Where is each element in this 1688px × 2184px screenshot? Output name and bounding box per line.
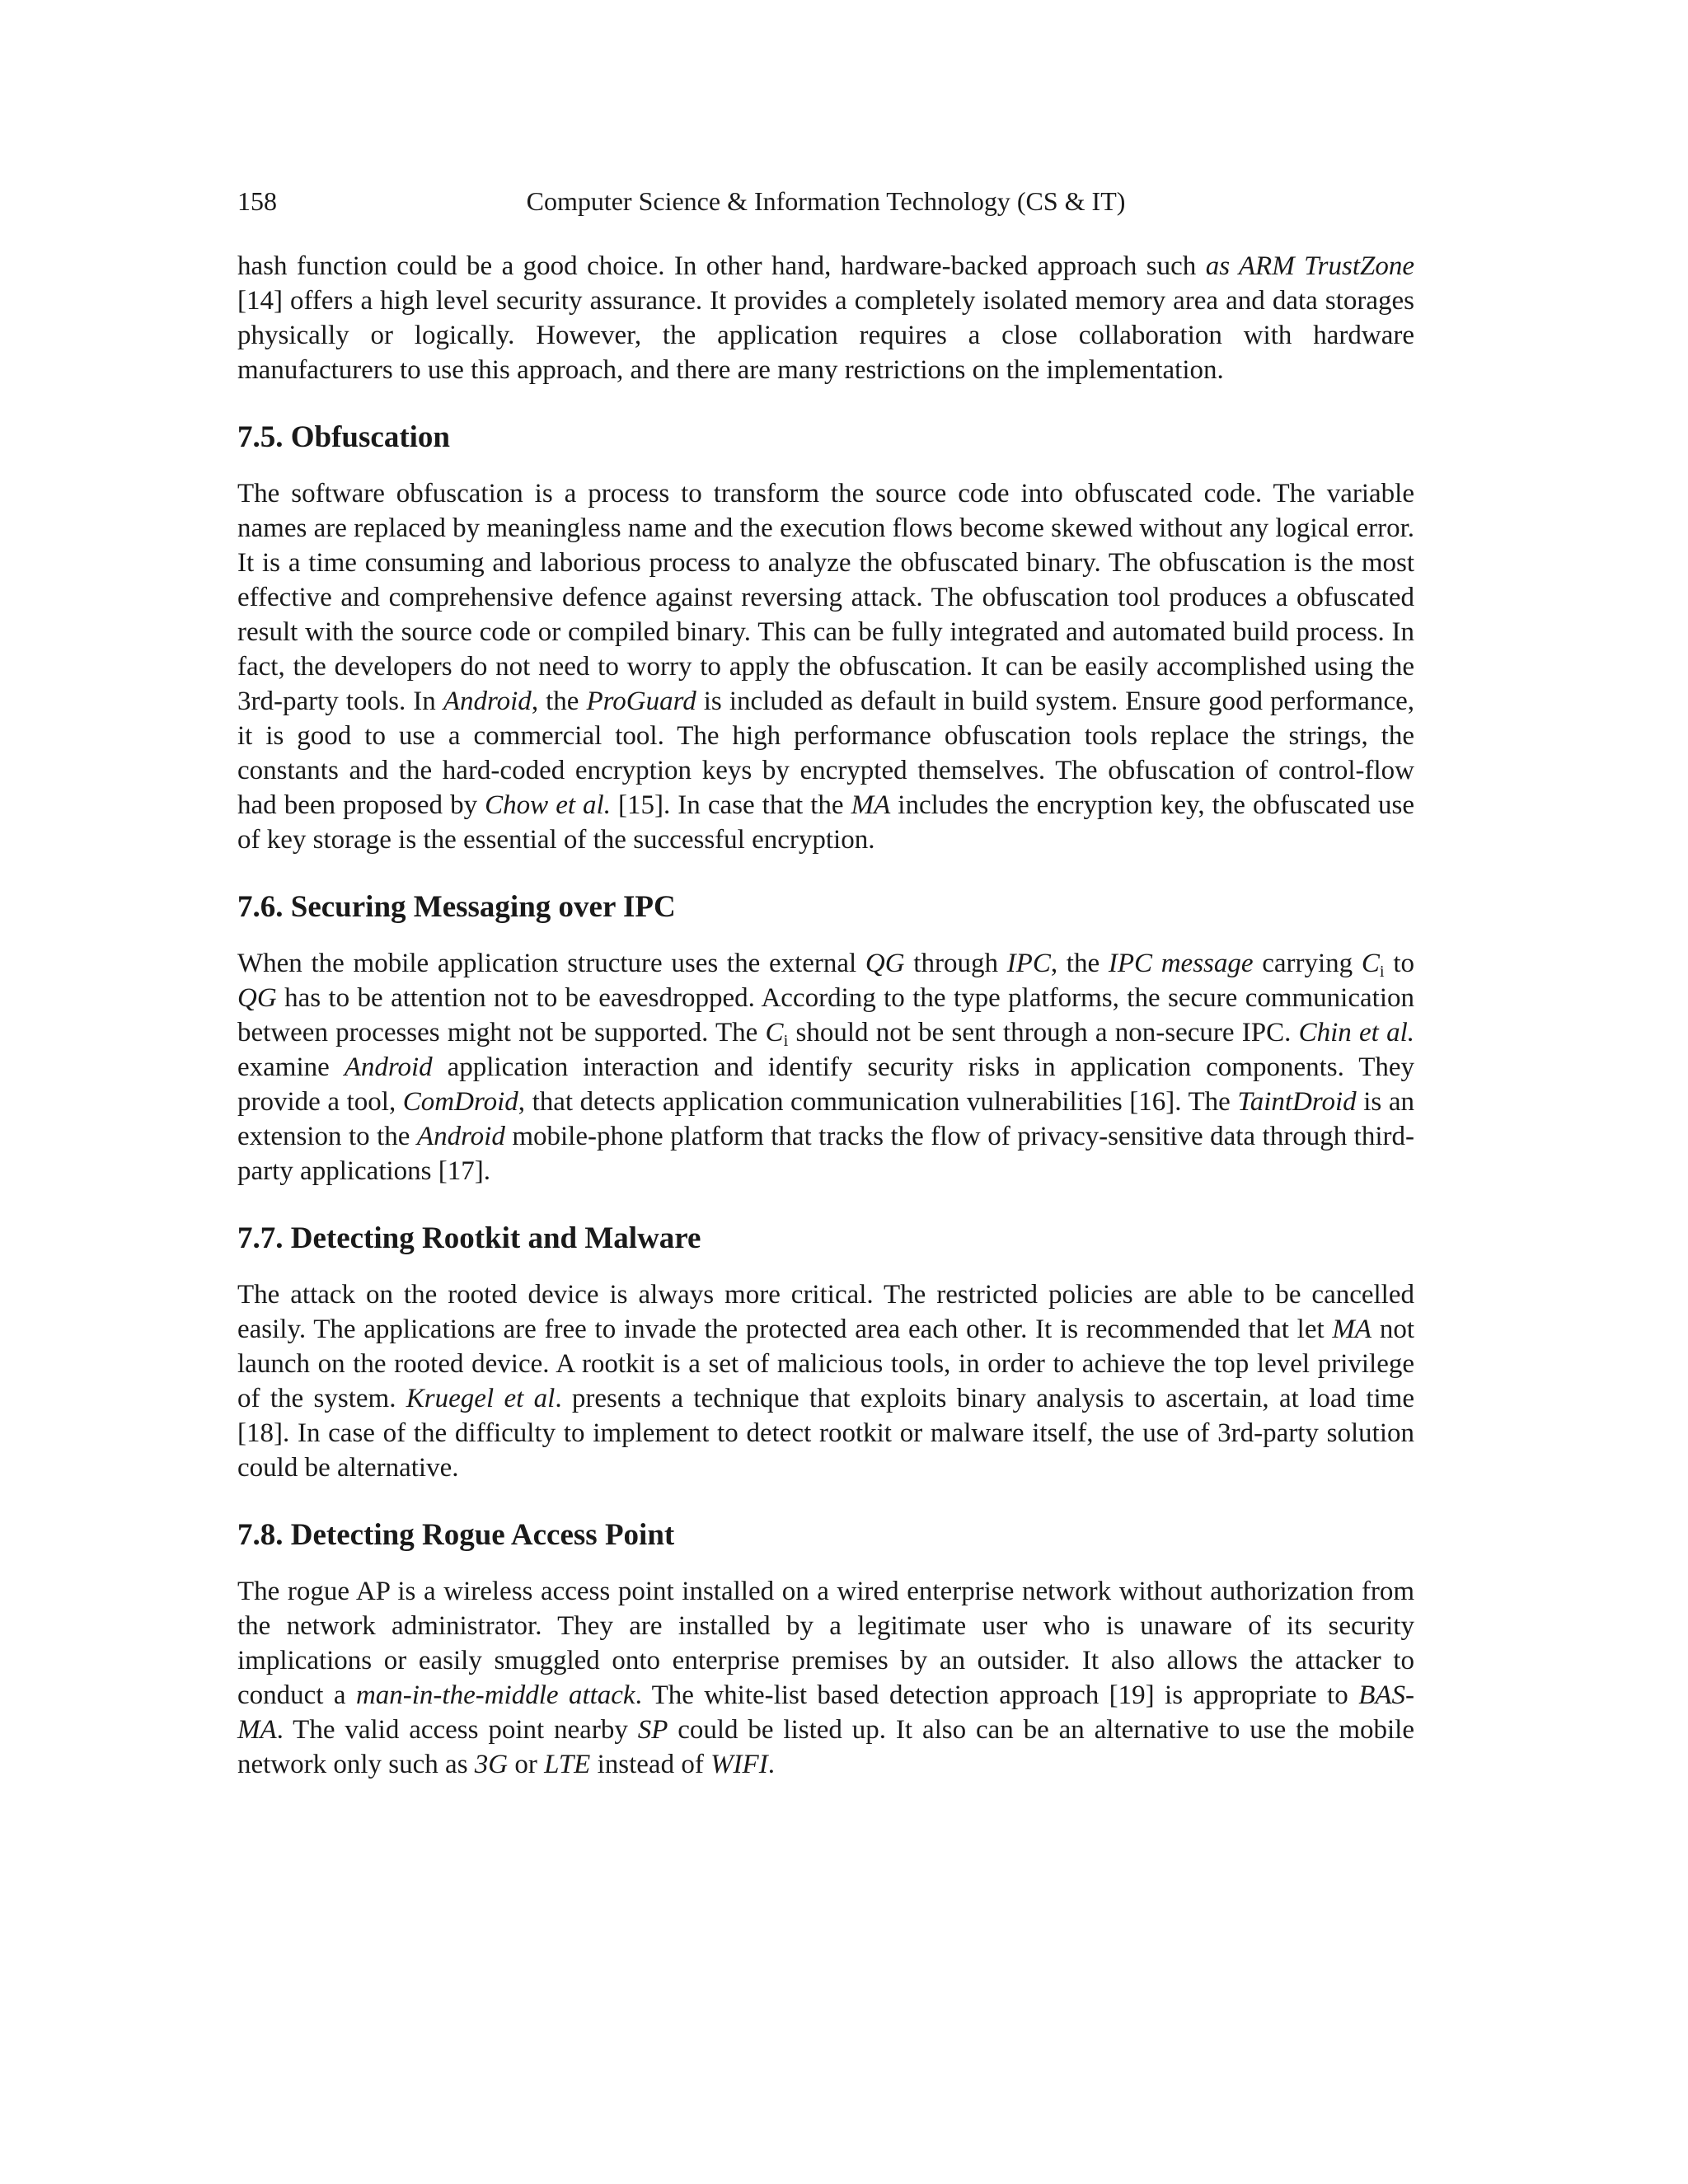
paper-page bbox=[237, 181, 1414, 1782]
rogue-access-point-paragraph: The rogue AP is a wireless access point installed on a wired enterprise network without authorization from the network administrator. They are installed by a legitimate user who is unaware of its security implications or easily smuggled onto enterprise premises by an outsider. It also allows the attacker to conduct a man-in-the-middle attack. The white-list based detection approach [19] is appropriate to BAS-MA. The valid access point nearby SP could be listed up. It also can be an alternative to use the mobile network only such as 3G or LTE instead of WIFI. bbox=[237, 1577, 1415, 1779]
heading-rogue-access-point: 7.8. Detecting Rogue Access Point bbox=[237, 1518, 675, 1552]
detecting-rootkit-paragraph: The attack on the rooted device is always more critical. The restricted policies are able to be cancelled easily. The applications are free to invade the protected area each other. It is recommended that let MA not launch on the rooted device. A rootkit is a set of malicious tools, in order to achieve the top level privilege of the system. Kruegel et al. presents a technique that exploits binary analysis to ascertain, at load time [18]. In case of the difficulty to implement to detect rootkit or malware itself, the use of 3rd-party solution could be alternative. bbox=[237, 1280, 1414, 1483]
page-number: 158 bbox=[237, 186, 277, 216]
obfuscation-paragraph: The software obfuscation is a process to transform the source code into obfuscated code. The variable names are replaced by meaningless name and the execution flows become skewed without any logical error. It is a time consuming and laborious process to analyze the obfuscated binary. The obfuscation is the most effective and comprehensive defence against reversing attack. The obfuscation tool produces a obfuscated result with the source code or compiled binary. This can be fully integrated and automated build process. In fact, the developers do not need to worry to apply the obfuscation. It can be easily accomplished using the 3rd-party tools. In Android, the ProGuard is included as default in build system. Ensure good performance, it is good to use a commercial tool. The high performance obfuscation tools replace the strings, the constants and the hard-coded encryption keys by encrypted themselves. The obfuscation of control-flow had been proposed by Chow et al. [15]. In case that the MA includes the encryption key, the obfuscated use of key storage is the essential of the successful encryption. bbox=[237, 479, 1414, 855]
intro-paragraph: hash function could be a good choice. In other hand, hardware-backed approach such as ARM TrustZone [14] offers a high level security assurance. It provides a completely isolated memory area and data storages physically or logically. However, the application requires a close collaboration with hardware manufacturers to use this approach, and there are many restrictions on the implementation. bbox=[237, 251, 1414, 385]
heading-securing-messaging: 7.6. Securing Messaging over IPC bbox=[237, 890, 676, 924]
heading-detecting-rootkit: 7.7. Detecting Rootkit and Malware bbox=[237, 1221, 701, 1255]
securing-messaging-paragraph: When the mobile application structure uses the external QG through IPC, the IPC message carrying $C_i$ to QG has to be attention not to be eavesdropped. According to the type platforms, the secure communication between processes might not be supported. The $C_i$ should not be sent through a non-secure IPC. Chin et al. examine Android application interaction and identify security risks in application components. They provide a tool, ComDroid, that detects application communication vulnerabilities [16]. The TaintDroid is an extension to the Android mobile-phone platform that tracks the flow of privacy-sensitive data through third-party applications [17]. bbox=[237, 949, 1415, 1186]
heading-obfuscation: 7.5. Obfuscation bbox=[237, 420, 451, 454]
journal-title: Computer Science & Information Technology (CS & IT) bbox=[526, 186, 1126, 216]
running-header bbox=[237, 181, 1414, 221]
